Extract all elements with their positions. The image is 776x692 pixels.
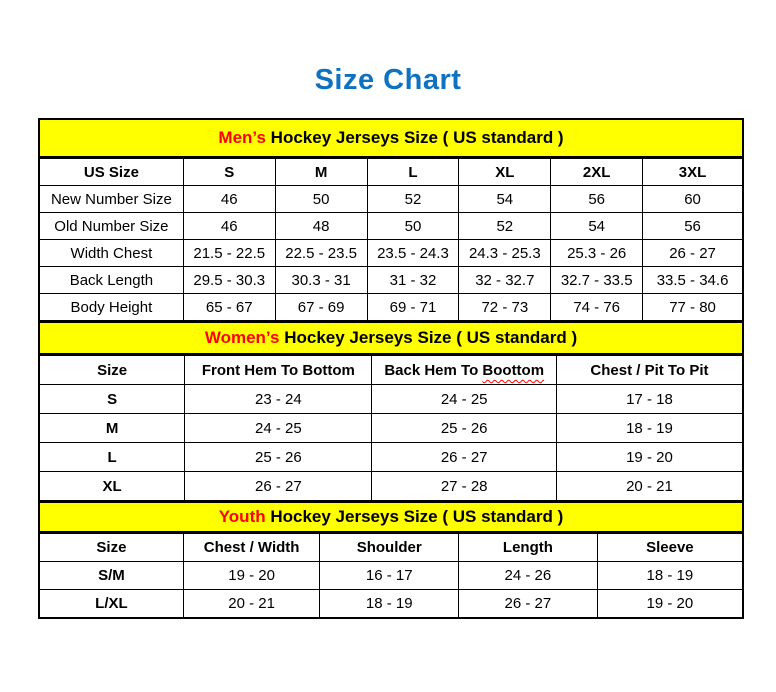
size-value: 24 - 26 <box>459 562 598 590</box>
size-value: 18 - 19 <box>597 562 743 590</box>
size-value: 24 - 25 <box>185 414 372 443</box>
size-value: 25 - 26 <box>185 443 372 472</box>
youth-size-table <box>38 533 744 619</box>
size-value: 22.5 - 23.5 <box>275 240 367 267</box>
size-value: 27 - 28 <box>372 472 556 501</box>
table-row <box>39 267 743 294</box>
mens-table-title-accent: Men’s <box>218 128 266 147</box>
size-value: 65 - 67 <box>183 294 275 321</box>
size-value: 33.5 - 34.6 <box>643 267 743 294</box>
womens-table-title-text: Hockey Jerseys Size ( US standard ) <box>279 327 578 347</box>
size-value: 21.5 - 22.5 <box>183 240 275 267</box>
size-value: 54 <box>459 186 551 213</box>
row-label: New Number Size <box>39 186 183 213</box>
column-header: L <box>367 159 459 186</box>
column-header: US Size <box>39 159 183 186</box>
size-value: 25.3 - 26 <box>551 240 643 267</box>
table-row <box>39 240 743 267</box>
size-value: 18 - 19 <box>320 590 459 618</box>
size-value: 52 <box>367 186 459 213</box>
mens-size-section <box>38 118 744 322</box>
size-value: 72 - 73 <box>459 294 551 321</box>
size-value: 18 - 19 <box>556 414 743 443</box>
womens-table-title-band <box>38 322 744 355</box>
table-row <box>39 562 743 590</box>
column-header: Shoulder <box>320 534 459 562</box>
size-value: 54 <box>551 213 643 240</box>
size-value: 77 - 80 <box>643 294 743 321</box>
row-label: Body Height <box>39 294 183 321</box>
size-value: 25 - 26 <box>372 414 556 443</box>
column-header: Front Hem To Bottom <box>185 356 372 385</box>
column-header: Chest / Pit To Pit <box>556 356 743 385</box>
mens-size-table <box>38 158 744 322</box>
row-label: L <box>39 443 185 472</box>
size-value: 60 <box>643 186 743 213</box>
column-header: 2XL <box>551 159 643 186</box>
table-row <box>39 414 743 443</box>
size-value: 29.5 - 30.3 <box>183 267 275 294</box>
row-label: S/M <box>39 562 183 590</box>
size-value: 17 - 18 <box>556 385 743 414</box>
table-header-row <box>39 534 743 562</box>
size-value: 26 - 27 <box>643 240 743 267</box>
size-value: 31 - 32 <box>367 267 459 294</box>
size-value: 23.5 - 24.3 <box>367 240 459 267</box>
size-value: 56 <box>643 213 743 240</box>
size-value: 30.3 - 31 <box>275 267 367 294</box>
size-value: 20 - 21 <box>556 472 743 501</box>
row-label: XL <box>39 472 185 501</box>
size-value: 19 - 20 <box>183 562 320 590</box>
size-value: 24 - 25 <box>372 385 556 414</box>
table-header-row <box>39 356 743 385</box>
size-value: 50 <box>275 186 367 213</box>
column-header: Chest / Width <box>183 534 320 562</box>
size-value: 69 - 71 <box>367 294 459 321</box>
size-value: 24.3 - 25.3 <box>459 240 551 267</box>
size-value: 50 <box>367 213 459 240</box>
size-value: 56 <box>551 186 643 213</box>
youth-table-title-band <box>38 502 744 533</box>
row-label: Back Length <box>39 267 183 294</box>
size-value: 32.7 - 33.5 <box>551 267 643 294</box>
page-title: Size Chart <box>314 64 462 96</box>
row-label: S <box>39 385 185 414</box>
size-value: 46 <box>183 213 275 240</box>
size-value: 32 - 32.7 <box>459 267 551 294</box>
table-row <box>39 590 743 618</box>
row-label: Width Chest <box>39 240 183 267</box>
size-value: 19 - 20 <box>556 443 743 472</box>
row-label: L/XL <box>39 590 183 618</box>
column-header: Size <box>39 356 185 385</box>
column-header: Length <box>459 534 598 562</box>
size-value: 52 <box>459 213 551 240</box>
column-header: Sleeve <box>597 534 743 562</box>
mens-table-title-text: Hockey Jerseys Size ( US standard ) <box>265 128 564 147</box>
column-header: 3XL <box>643 159 743 186</box>
column-header: Size <box>39 534 183 562</box>
column-header <box>372 356 556 385</box>
table-header-row <box>39 159 743 186</box>
size-value: 26 - 27 <box>372 443 556 472</box>
size-value: 48 <box>275 213 367 240</box>
row-label: M <box>39 414 185 443</box>
youth-size-section <box>38 502 744 619</box>
size-value: 26 - 27 <box>459 590 598 618</box>
size-value: 19 - 20 <box>597 590 743 618</box>
column-header: XL <box>459 159 551 186</box>
table-row <box>39 294 743 321</box>
column-header: S <box>183 159 275 186</box>
womens-size-section <box>38 322 744 502</box>
table-row <box>39 186 743 213</box>
table-row <box>39 472 743 501</box>
column-header: M <box>275 159 367 186</box>
youth-table-title-text: Hockey Jerseys Size ( US standard ) <box>265 506 564 526</box>
mens-table-title-band <box>38 118 744 158</box>
size-value: 67 - 69 <box>275 294 367 321</box>
size-value: 74 - 76 <box>551 294 643 321</box>
youth-table-title-accent: Youth <box>218 506 266 526</box>
size-value: 23 - 24 <box>185 385 372 414</box>
table-row <box>39 385 743 414</box>
misspelled-word: Boottom <box>482 361 545 379</box>
size-value: 26 - 27 <box>185 472 372 501</box>
table-row <box>39 443 743 472</box>
size-chart <box>38 118 744 619</box>
column-header-text: Back Hem To <box>384 361 483 379</box>
womens-size-table <box>38 355 744 502</box>
table-row <box>39 213 743 240</box>
size-value: 46 <box>183 186 275 213</box>
size-value: 20 - 21 <box>183 590 320 618</box>
size-value: 16 - 17 <box>320 562 459 590</box>
row-label: Old Number Size <box>39 213 183 240</box>
womens-table-title-accent: Women’s <box>204 327 280 347</box>
